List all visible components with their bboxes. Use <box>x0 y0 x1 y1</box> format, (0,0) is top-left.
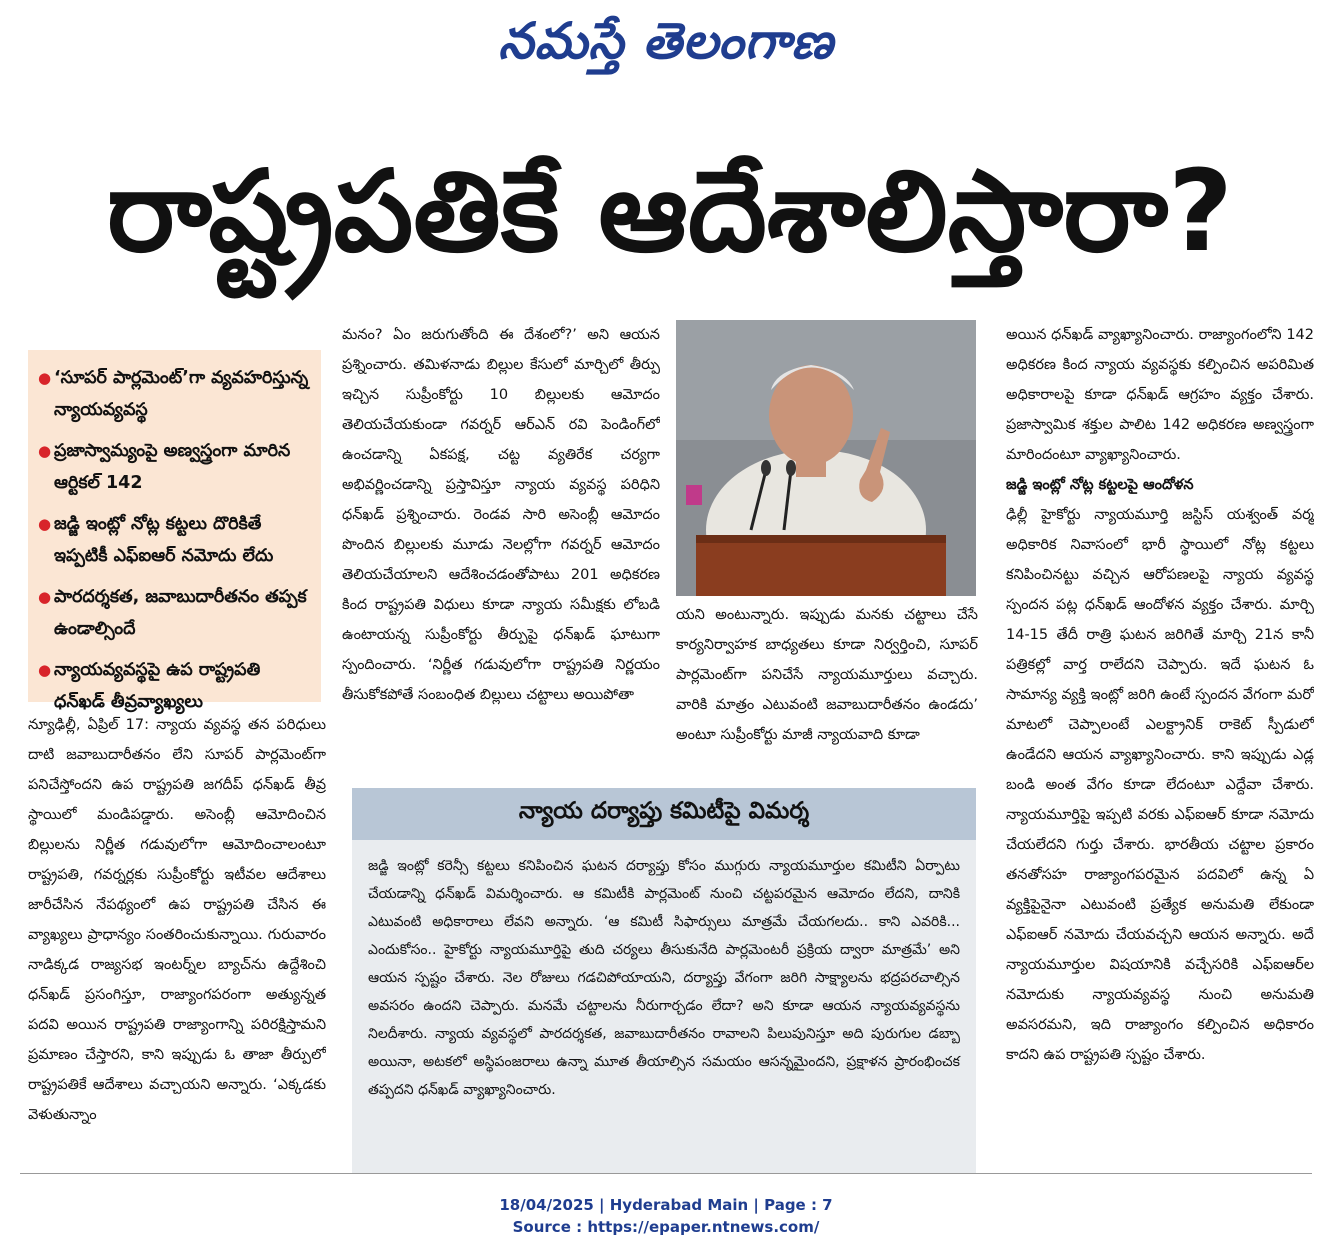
page-headline: రాష్ట్రపతికే ఆదేశాలిస్తారా? <box>106 147 1234 277</box>
article-paragraph: ఢిల్లీ హైకోర్టు న్యాయమూర్తి జస్టిస్ యశ్వంత్ వర్మ అధికారిక నివాసంలో భారీ స్థాయిలో నోట్ల కట్టలు కనిపించినట్టు వచ్చిన ఆరోపణలపై న్యాయ వ్యవస్థ స్పందన పట్ల ధన్‌ఖడ్ ఆందోళన వ్యక్తం చేశారు. మార్చి 14-15 తేదీ రాత్రి ఘటన జరిగితే మార్చి 21న కానీ పత్రికల్లో వార్త రాలేదని చెప్పారు. ఇదే ఘటన ఓ సామాన్య వ్యక్తి ఇంట్లో జరిగి ఉంటే స్పందన వేగంగా మరో మాటలో చెప్పాలంటే ఎలక్ట్రానిక్ రాకెట్ స్పీడులో ఉండేదని ఆయన వ్యాఖ్యానించారు. కాని ఇప్పుడు ఎడ్ల బండి అంత వేగం కూడా లేదంటూ ఎద్దేవా చేశారు. న్యాయమూర్తిపై ఇప్పటి వరకు ఎఫ్ఐఆర్ కూడా నమోదు చేయలేదని గుర్తు చేశారు. భారతీయ చట్టాల ప్రకారం తనతోసహ రాజ్యాంగపరమైన పదవిలో ఉన్న ఏ వ్యక్తిపైనైనా ఎటువంటి ప్రత్యేక అనుమతి లేకుండా ఎఫ్ఐఆర్ నమోదు చేయవచ్చని ఆయన అన్నారు. అదే న్యాయమూర్తుల విషయానికి వచ్చేసరికి ఎఫ్ఐఆర్‌ల నమోదుకు న్యాయవ్యవస్థ నుంచి అనుమతి అవసరమని, ఇది రాజ్యాంగం కల్పించిన అధికారం కాదని ఉప రాష్ట్రపతి స్పష్టం చేశారు. <box>1006 507 1314 1063</box>
bullet-icon: ● <box>38 588 52 606</box>
sidebar-box-body: జడ్జి ఇంట్లో కరెన్సీ కట్టలు కనిపించిన ఘటన దర్యాప్తు కోసం ముగ్గురు న్యాయమూర్తుల కమిటీని ఏర్పాటు చేయడాన్ని ధన్‌ఖడ్ విమర్శించారు. ఆ కమిటీకి పార్లమెంట్ నుంచి చట్టపరమైన ఆమోదం లేదని, దానికి ఎటువంటి అధికారాలు లేవని అన్నారు. ‘ఆ కమిటీ సిఫార్సులు మాత్రమే చేయగలదు.. కాని ఎవరికి... ఎందుకోసం.. హైకోర్టు న్యాయమూర్తిపై తుది చర్యలు తీసుకునేది పార్లమెంటరీ ప్రక్రియ ద్వారా మాత్రమే’ అని ఆయన స్పష్టం చేశారు. నెల రోజులు గడచిపోయాయని, దర్యాప్తు వేగంగా జరిగి సాక్ష్యాలను భద్రపరచాల్సిన అవసరం ఉందని చెప్పారు. మనమే చట్టాలను నీరుగార్చడం లేదా? అని కూడా ఆయన న్యాయవ్యవస్థను నిలదీశారు. న్యాయ వ్యవస్థలో పారదర్శకత, జవాబుదారీతనం రావాలని పిలుపునిస్తూ అది పురుగుల డబ్బా అయినా, అటకలో అస్థిపంజరాలు ఉన్నా మూత తీయాల్సిన సమయం ఆసన్నమైందని, ప్రక్షాళన ప్రారంభించక తప్పదని ధన్‌ఖడ్ వ్యాఖ్యానించారు. <box>352 840 976 1174</box>
article-column-2: మనం? ఏం జరుగుతోంది ఈ దేశంలో?’ అని ఆయన ప్రశ్నించారు. తమిళనాడు బిల్లుల కేసులో మార్చిలో తీర్పు ఇచ్చిన సుప్రీంకోర్టు 10 బిల్లులకు ఆమోదం తెలియచేయకుండా గవర్నర్ ఆర్ఎన్ రవి పెండింగ్‌లో ఉంచడాన్ని ఏకపక్ష, చట్ట వ్యతిరేక చర్యగా అభివర్ణించడాన్ని ప్రస్తావిస్తూ న్యాయ వ్యవస్థ పరిధిని ధన్‌ఖడ్ ప్రశ్నించారు. రెండవ సారి అసెంబ్లీ ఆమోదం పొందిన బిల్లులకు మూడు నెలల్లోగా గవర్నర్ ఆమోదం తెలియచేయాలని ఆదేశించడంతోపాటు 201 అధికరణ కింద రాష్ట్రపతి విధులు కూడా న్యాయ సమీక్షకు లోబడి ఉంటాయన్న సుప్రీంకోర్టు తీర్పుపై ధన్‌ఖడ్ ఘాటుగా స్పందించారు. ‘నిర్ణీత గడువులోగా రాష్ట్రపతి నిర్ణయం తీసుకోకపోతే సంబంధిత బిల్లులు చట్టాలు అయిపోతా <box>342 327 660 703</box>
highlight-item <box>38 581 313 645</box>
highlights-box <box>28 350 321 712</box>
article-subheading: జడ్జి ఇంట్లో నోట్ల కట్టలపై ఆందోళన <box>1006 477 1194 493</box>
footer-date-edition: 18/04/2025 | Hyderabad Main | Page : 7 <box>499 1196 833 1214</box>
highlight-text: ప్రజాస్వామ్యంపై అణ్వస్త్రంగా మారిన ఆర్టికల్ 142 <box>54 441 291 493</box>
highlight-text: జడ్జి ఇంట్లో నోట్ల కట్టలు దొరికితే ఇప్పటికీ ఎఫ్ఐఆర్ నమోదు లేదు <box>54 514 274 566</box>
bullet-icon: ● <box>38 661 52 679</box>
sidebar-box-title: న్యాయ దర్యాప్తు కమిటీపై విమర్శ <box>352 788 976 840</box>
bullet-icon: ● <box>38 369 52 387</box>
article-column-1: న్యూఢిల్లీ, ఏప్రిల్ 17: న్యాయ వ్యవస్థ తన పరిధులు దాటి జవాబుదారీతనం లేని సూపర్ పార్లమెంట్‌గా పనిచేస్తోందని ఉప రాష్ట్రపతి జగదీప్ ధన్‌ఖడ్ తీవ్ర స్థాయిలో మండిపడ్డారు. అసెంబ్లీ ఆమోదించిన బిల్లులను నిర్ణీత గడువులోగా ఆమోదించాలంటూ రాష్ట్రపతి, గవర్నర్లకు సుప్రీంకోర్టు ఇటీవల ఆదేశాలు జారీచేసిన నేపథ్యంలో ఉప రాష్ట్రపతి చేసిన ఈ వ్యాఖ్యలు ప్రాధాన్యం సంతరించుకున్నాయి. గురువారం నాడిక్కడ రాజ్యసభ ఇంటర్న్‌ల బ్యాచ్‌ను ఉద్దేశించి ధన్‌ఖడ్ ప్రసంగిస్తూ, రాజ్యాంగపరంగా అత్యున్నత పదవి అయిన రాష్ట్రపతి రాజ్యాంగాన్ని పరిరక్షిస్తామని ప్రమాణం చేస్తారని, కాని ఇప్పుడు ఓ తాజా తీర్పులో రాష్ట్రపతికే ఆదేశాలు వచ్చాయని అన్నారు. ‘ఎక్కడకు వెళుతున్నాం <box>28 717 326 1123</box>
speaker-photo-illustration <box>676 320 976 596</box>
highlight-text: న్యాయవ్యవస్థపై ఉప రాష్ట్రపతి ధన్‌ఖడ్ తీవ్రవ్యాఖ్యలు <box>54 660 261 712</box>
highlight-item <box>38 508 313 572</box>
newspaper-masthead: నమస్తే తెలంగాణ <box>498 12 834 70</box>
footer-source-link[interactable]: Source : https://epaper.ntnews.com/ <box>512 1218 820 1236</box>
highlight-item <box>38 362 313 426</box>
highlight-item <box>38 654 313 718</box>
article-column-3: యని అంటున్నారు. ఇప్పుడు మనకు చట్టాలు చేసే కార్యనిర్వాహక బాధ్యతలు కూడా నిర్వర్తించి, సూపర్ పార్లమెంట్‌గా పనిచేసే న్యాయమూర్తులు వచ్చారు. వారికి మాత్రం ఎటువంటి జవాబుదారీతనం ఉండదు’ అంటూ సుప్రీంకోర్టు మాజీ న్యాయవాది కూడా <box>676 607 978 743</box>
highlight-text: పారదర్శకత, జవాబుదారీతనం తప్పక ఉండాల్సిందే <box>54 587 307 639</box>
highlight-text: ‘సూపర్ పార్లమెంట్’గా వ్యవహరిస్తున్న న్యాయవ్యవస్థ <box>54 368 309 420</box>
bullet-icon: ● <box>38 515 52 533</box>
speaker-photo <box>676 320 976 596</box>
article-column-4 <box>1006 320 1314 1170</box>
highlight-item <box>38 435 313 499</box>
article-paragraph: అయిన ధన్‌ఖడ్ వ్యాఖ్యానించారు. రాజ్యాంగంలోని 142 అధికరణ కింద న్యాయ వ్యవస్థకు కల్పించిన అపరిమిత అధికారాలపై కూడా ధన్‌ఖడ్ ఆగ్రహం వ్యక్తం చేశారు. ప్రజాస్వామిక శక్తుల పాలిట 142 అధికరణ అణ్వస్త్రంగా మారిందంటూ వ్యాఖ్యానించారు. <box>1006 327 1314 463</box>
bullet-icon: ● <box>38 442 52 460</box>
footer-divider <box>20 1173 1312 1174</box>
